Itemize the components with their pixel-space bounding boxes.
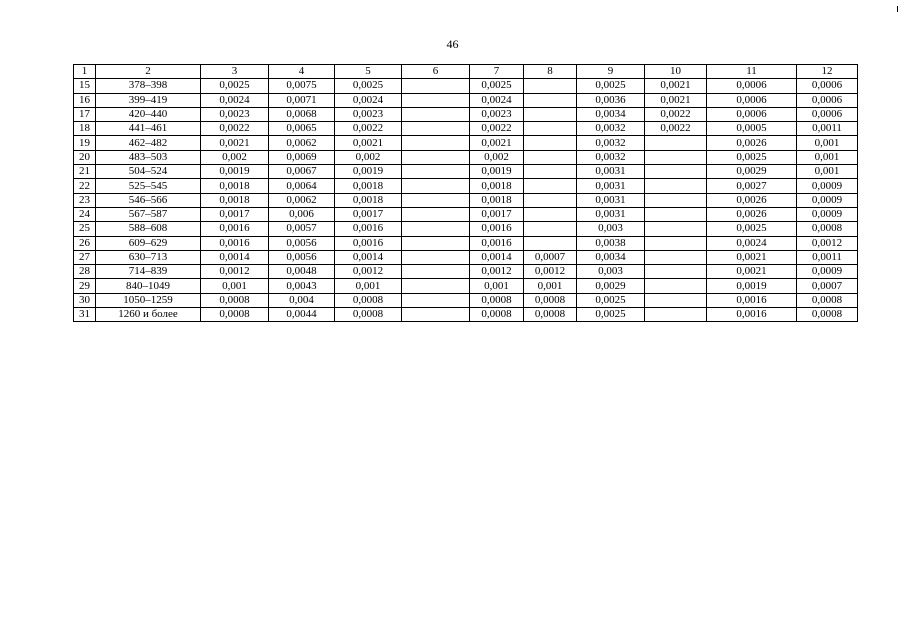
table-cell: 0,0018: [335, 179, 402, 193]
table-cell: 0,0025: [335, 79, 402, 93]
table-row: [74, 222, 858, 236]
table-cell: 462–482: [96, 136, 201, 150]
table-row: [74, 293, 858, 307]
column-header: 7: [470, 65, 524, 79]
table-cell: 0,0043: [269, 279, 335, 293]
table-cell: 0,0017: [470, 207, 524, 221]
table-cell: 0,0008: [797, 222, 858, 236]
table-cell: 0,0034: [577, 107, 645, 121]
table-cell: 0,0025: [577, 308, 645, 322]
table-cell: 17: [74, 107, 96, 121]
table-cell: [402, 150, 470, 164]
table-cell: 26: [74, 236, 96, 250]
table-cell: [402, 93, 470, 107]
table-cell: 0,0009: [797, 193, 858, 207]
table-cell: 630–713: [96, 250, 201, 264]
table-cell: 0,0029: [577, 279, 645, 293]
table-cell: [402, 179, 470, 193]
table-cell: 30: [74, 293, 96, 307]
table-cell: 0,0018: [470, 193, 524, 207]
table-cell: 0,0067: [269, 165, 335, 179]
table-cell: 0,002: [470, 150, 524, 164]
table-cell: 0,001: [335, 279, 402, 293]
table-cell: 0,0016: [707, 308, 797, 322]
table-cell: 0,0006: [707, 79, 797, 93]
table-cell: 20: [74, 150, 96, 164]
table-cell: 0,0021: [470, 136, 524, 150]
table-cell: 23: [74, 193, 96, 207]
table-cell: 0,003: [577, 265, 645, 279]
table-cell: [645, 236, 707, 250]
table-cell: 0,0027: [707, 179, 797, 193]
table-cell: 0,0075: [269, 79, 335, 93]
table-cell: [402, 193, 470, 207]
header-row: [74, 65, 858, 79]
table-cell: [645, 165, 707, 179]
table-cell: 0,0011: [797, 250, 858, 264]
table-body: [74, 79, 858, 322]
table-cell: 0,0008: [335, 293, 402, 307]
table-cell: 0,0008: [201, 308, 269, 322]
table-cell: [402, 122, 470, 136]
table-cell: 0,0029: [707, 165, 797, 179]
table-cell: 840–1049: [96, 279, 201, 293]
table-cell: 31: [74, 308, 96, 322]
table-cell: 19: [74, 136, 96, 150]
table-cell: 504–524: [96, 165, 201, 179]
table-cell: 29: [74, 279, 96, 293]
table-cell: 0,001: [797, 165, 858, 179]
table-cell: 0,0016: [335, 236, 402, 250]
table-cell: 0,006: [269, 207, 335, 221]
column-header: 5: [335, 65, 402, 79]
table-row: [74, 136, 858, 150]
table-cell: [524, 236, 577, 250]
table-cell: 0,0022: [645, 107, 707, 121]
table-cell: [402, 222, 470, 236]
table-cell: [524, 136, 577, 150]
column-header: 12: [797, 65, 858, 79]
table-cell: [524, 79, 577, 93]
column-header: 3: [201, 65, 269, 79]
table-cell: 0,0016: [201, 222, 269, 236]
table-row: [74, 179, 858, 193]
column-header: 8: [524, 65, 577, 79]
table-cell: 0,0008: [797, 308, 858, 322]
table-cell: 0,0018: [201, 193, 269, 207]
table-cell: 0,0069: [269, 150, 335, 164]
table-cell: 0,0024: [707, 236, 797, 250]
table-cell: 0,0008: [524, 293, 577, 307]
table-cell: 0,0019: [201, 165, 269, 179]
table-cell: 0,0008: [470, 293, 524, 307]
table-cell: 0,0023: [201, 107, 269, 121]
table-cell: [645, 250, 707, 264]
table-cell: [645, 150, 707, 164]
table-cell: 0,0012: [524, 265, 577, 279]
table-cell: 0,0068: [269, 107, 335, 121]
table-cell: 0,0023: [470, 107, 524, 121]
table-cell: 0,001: [797, 150, 858, 164]
table-cell: [524, 165, 577, 179]
table-cell: 0,0031: [577, 165, 645, 179]
table-cell: 0,0012: [335, 265, 402, 279]
table-cell: 0,0025: [707, 150, 797, 164]
table-cell: 714–839: [96, 265, 201, 279]
table-cell: 0,0024: [335, 93, 402, 107]
table-cell: 0,0009: [797, 265, 858, 279]
table-cell: 0,0008: [797, 293, 858, 307]
table-cell: 0,0021: [645, 93, 707, 107]
table-cell: 0,004: [269, 293, 335, 307]
table-row: [74, 279, 858, 293]
table-cell: 609–629: [96, 236, 201, 250]
table-cell: [402, 250, 470, 264]
table-cell: 0,0025: [577, 79, 645, 93]
table-cell: [402, 293, 470, 307]
table-cell: 16: [74, 93, 96, 107]
table-cell: [645, 136, 707, 150]
table-cell: 0,0018: [201, 179, 269, 193]
table-cell: [645, 193, 707, 207]
table-cell: [402, 265, 470, 279]
table-cell: 0,0025: [577, 293, 645, 307]
table-cell: 0,0021: [645, 79, 707, 93]
column-header: 4: [269, 65, 335, 79]
table-cell: 0,0071: [269, 93, 335, 107]
table-cell: 0,0022: [335, 122, 402, 136]
table-cell: 0,002: [201, 150, 269, 164]
table-cell: 0,001: [470, 279, 524, 293]
table-cell: 0,0021: [201, 136, 269, 150]
table-cell: 1050–1259: [96, 293, 201, 307]
table-cell: 483–503: [96, 150, 201, 164]
table-cell: 0,0016: [470, 222, 524, 236]
table-cell: 0,0025: [707, 222, 797, 236]
table-cell: [524, 122, 577, 136]
table-cell: 0,0031: [577, 179, 645, 193]
table-cell: 0,0022: [201, 122, 269, 136]
table-cell: [402, 107, 470, 121]
table-cell: 0,0065: [269, 122, 335, 136]
table-cell: [402, 207, 470, 221]
table-cell: [645, 222, 707, 236]
table-cell: 0,0017: [201, 207, 269, 221]
table-cell: [645, 265, 707, 279]
table-cell: 0,0034: [577, 250, 645, 264]
table-cell: 0,0019: [335, 165, 402, 179]
table-cell: 0,0007: [524, 250, 577, 264]
table-cell: 0,0016: [335, 222, 402, 236]
table-cell: [524, 222, 577, 236]
table-cell: [524, 179, 577, 193]
column-header: 1: [74, 65, 96, 79]
table-cell: 0,0014: [335, 250, 402, 264]
table-cell: 0,0016: [201, 236, 269, 250]
table-cell: 0,0022: [470, 122, 524, 136]
table-cell: 0,0011: [797, 122, 858, 136]
table-cell: 0,0021: [707, 250, 797, 264]
table-cell: 546–566: [96, 193, 201, 207]
table-cell: [524, 93, 577, 107]
column-header: 11: [707, 65, 797, 79]
table-cell: 0,0008: [201, 293, 269, 307]
table-cell: 0,0021: [335, 136, 402, 150]
table-cell: 0,0026: [707, 207, 797, 221]
table-cell: 0,0018: [470, 179, 524, 193]
table-cell: 0,0009: [797, 207, 858, 221]
table-row: [74, 122, 858, 136]
table-cell: 24: [74, 207, 96, 221]
table-cell: 0,0044: [269, 308, 335, 322]
table-cell: [402, 308, 470, 322]
table-cell: 0,0017: [335, 207, 402, 221]
column-header: 2: [96, 65, 201, 79]
column-header: 9: [577, 65, 645, 79]
table-cell: 0,0008: [335, 308, 402, 322]
table-cell: [645, 293, 707, 307]
scan-mark: [897, 6, 898, 12]
table-cell: 0,0006: [797, 79, 858, 93]
table-cell: 0,0062: [269, 136, 335, 150]
table-cell: 0,0005: [707, 122, 797, 136]
table-cell: [402, 236, 470, 250]
table-cell: 28: [74, 265, 96, 279]
table-cell: 0,0032: [577, 136, 645, 150]
rates-table: [73, 64, 858, 322]
table-cell: [645, 308, 707, 322]
table-cell: 0,0012: [797, 236, 858, 250]
table-row: [74, 193, 858, 207]
table-cell: 0,0016: [707, 293, 797, 307]
table-cell: 0,0009: [797, 179, 858, 193]
table-cell: [402, 136, 470, 150]
table-row: [74, 165, 858, 179]
table-row: [74, 79, 858, 93]
table-cell: 0,0025: [470, 79, 524, 93]
table-cell: 0,0006: [707, 93, 797, 107]
table-cell: 0,0025: [201, 79, 269, 93]
table-cell: [645, 179, 707, 193]
table-row: [74, 107, 858, 121]
table-cell: 0,0012: [470, 265, 524, 279]
table-cell: 0,0019: [470, 165, 524, 179]
column-header: 10: [645, 65, 707, 79]
table-cell: 0,0018: [335, 193, 402, 207]
table-cell: 0,0006: [797, 93, 858, 107]
table-row: [74, 150, 858, 164]
table-cell: 0,0019: [707, 279, 797, 293]
table-cell: 420–440: [96, 107, 201, 121]
table-cell: 0,0021: [707, 265, 797, 279]
table-cell: [402, 279, 470, 293]
table-cell: 0,0056: [269, 236, 335, 250]
table-cell: 1260 и более: [96, 308, 201, 322]
table-cell: 441–461: [96, 122, 201, 136]
table-cell: 0,0026: [707, 193, 797, 207]
table-cell: 0,0031: [577, 207, 645, 221]
table-cell: 0,0031: [577, 193, 645, 207]
table-cell: 15: [74, 79, 96, 93]
table-cell: [402, 79, 470, 93]
table-cell: 0,0023: [335, 107, 402, 121]
table-cell: 22: [74, 179, 96, 193]
table-cell: 0,0056: [269, 250, 335, 264]
table-cell: 0,0022: [645, 122, 707, 136]
table-cell: 0,0026: [707, 136, 797, 150]
page-number: 46: [446, 37, 459, 51]
table-row: [74, 308, 858, 322]
table-cell: 0,0014: [470, 250, 524, 264]
table-cell: 0,0012: [201, 265, 269, 279]
table-cell: 0,0064: [269, 179, 335, 193]
table-cell: 0,003: [577, 222, 645, 236]
table-cell: 378–398: [96, 79, 201, 93]
table-cell: 399–419: [96, 93, 201, 107]
table-cell: 0,0006: [707, 107, 797, 121]
column-header: 6: [402, 65, 470, 79]
table-cell: 0,002: [335, 150, 402, 164]
table-cell: 0,0057: [269, 222, 335, 236]
table-cell: 0,0024: [470, 93, 524, 107]
table-cell: [524, 207, 577, 221]
table-cell: 0,001: [797, 136, 858, 150]
table-cell: [524, 150, 577, 164]
table-row: [74, 265, 858, 279]
table-cell: 0,0008: [524, 308, 577, 322]
table-cell: 0,0032: [577, 150, 645, 164]
table-cell: 0,0016: [470, 236, 524, 250]
table-cell: 27: [74, 250, 96, 264]
table-cell: 567–587: [96, 207, 201, 221]
table-cell: 0,0006: [797, 107, 858, 121]
table-row: [74, 250, 858, 264]
table-cell: [402, 165, 470, 179]
table-row: [74, 93, 858, 107]
table-cell: [524, 107, 577, 121]
table-cell: 588–608: [96, 222, 201, 236]
table-cell: 0,0014: [201, 250, 269, 264]
table-cell: 0,0032: [577, 122, 645, 136]
table-row: [74, 236, 858, 250]
table-row: [74, 207, 858, 221]
table-cell: 0,0024: [201, 93, 269, 107]
table-cell: [645, 279, 707, 293]
table-cell: 0,0048: [269, 265, 335, 279]
table-cell: 0,0008: [470, 308, 524, 322]
table-cell: 0,0036: [577, 93, 645, 107]
table-cell: [524, 193, 577, 207]
table-cell: 0,001: [201, 279, 269, 293]
table-cell: 0,001: [524, 279, 577, 293]
table-cell: 21: [74, 165, 96, 179]
table-cell: 0,0038: [577, 236, 645, 250]
table-cell: 18: [74, 122, 96, 136]
table-cell: 25: [74, 222, 96, 236]
table-cell: 0,0062: [269, 193, 335, 207]
table-cell: 0,0007: [797, 279, 858, 293]
table-cell: 525–545: [96, 179, 201, 193]
table-cell: [645, 207, 707, 221]
